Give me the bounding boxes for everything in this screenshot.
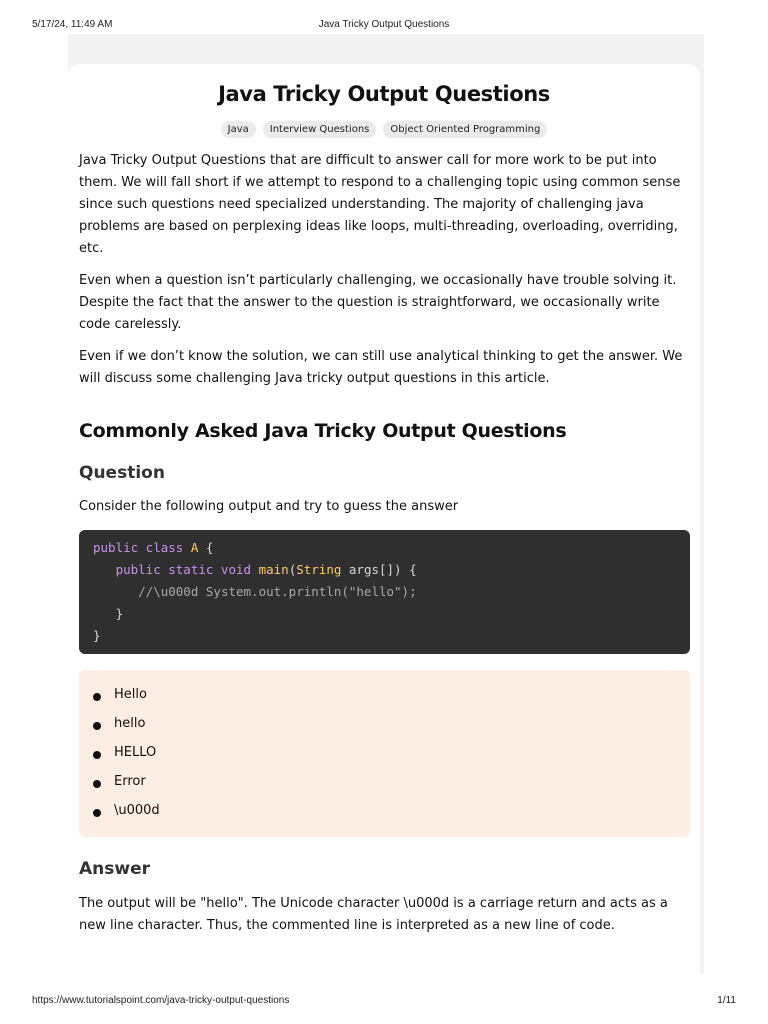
tag-list bbox=[68, 121, 700, 138]
intro-paragraph: Even if we don’t know the solution, we can still use analytical thinking to get the answer. We will discuss some challenging Java tricky output questions in this article. bbox=[79, 349, 683, 386]
article-title: Java Tricky Output Questions bbox=[218, 82, 550, 106]
option-label: HELLO bbox=[114, 745, 157, 760]
option-item bbox=[79, 771, 690, 800]
section-heading: Commonly Asked Java Tricky Output Questions bbox=[79, 420, 567, 442]
option-label: Error bbox=[114, 774, 146, 789]
code-keyword: public class bbox=[93, 540, 184, 555]
code-text: args[]) { bbox=[341, 562, 417, 577]
option-label: \u000d bbox=[114, 803, 160, 818]
option-item bbox=[79, 800, 690, 829]
code-keyword: public static void bbox=[115, 562, 252, 577]
print-url: https://www.tutorialspoint.com/java-tricky-output-questions bbox=[32, 995, 290, 1006]
bullet-icon bbox=[93, 751, 101, 759]
option-label: hello bbox=[114, 716, 146, 731]
tag-java[interactable]: Java bbox=[221, 121, 256, 138]
options-box bbox=[79, 670, 690, 837]
print-header bbox=[0, 0, 768, 34]
bullet-icon bbox=[93, 722, 101, 730]
code-text: ( bbox=[288, 562, 297, 577]
bullet-icon bbox=[93, 780, 101, 788]
code-text: } bbox=[115, 606, 124, 621]
code-block bbox=[79, 530, 690, 654]
print-datetime: 5/17/24, 11:49 AM bbox=[32, 19, 113, 30]
bullet-icon bbox=[93, 809, 101, 817]
option-item bbox=[79, 684, 690, 713]
intro-paragraph: Even when a question isn’t particularly challenging, we occasionally have trouble solving it. Despite the fact that the answer to the question is straightforward, we occasionally write code carelessly. bbox=[79, 273, 677, 332]
option-label: Hello bbox=[114, 687, 147, 702]
option-item bbox=[79, 713, 690, 742]
print-page-title: Java Tricky Output Questions bbox=[318, 19, 450, 30]
code-text: { bbox=[198, 540, 214, 555]
code-type: String bbox=[296, 562, 342, 577]
tag-oop[interactable]: Object Oriented Programming bbox=[383, 121, 547, 138]
print-page-number: 1/11 bbox=[717, 995, 736, 1006]
tag-interview-questions[interactable]: Interview Questions bbox=[263, 121, 377, 138]
code-function-name: main bbox=[258, 562, 289, 577]
code-comment: //\u000d System.out.println("hello"); bbox=[138, 584, 417, 599]
option-item bbox=[79, 742, 690, 771]
intro-paragraph: Java Tricky Output Questions that are difficult to answer call for more work to be put into them. We will fall short if we attempt to respond to a challenging topic using common sense since such questions need specialized understanding. The majority of challenging java problems are based on perplexing ideas like loops, multi-threading, overloading, overriding, etc. bbox=[79, 153, 681, 256]
question-lead: Consider the following output and try to guess the answer bbox=[79, 499, 459, 514]
question-heading: Question bbox=[79, 463, 165, 483]
bullet-icon bbox=[93, 693, 101, 701]
answer-text: The output will be "hello". The Unicode character \u000d is a carriage return and acts as a new line character. Thus, the commented line is interpreted as a new line of code. bbox=[79, 896, 668, 933]
code-class-name: A bbox=[190, 540, 199, 555]
code-text: } bbox=[93, 628, 101, 643]
answer-heading: Answer bbox=[79, 859, 150, 879]
